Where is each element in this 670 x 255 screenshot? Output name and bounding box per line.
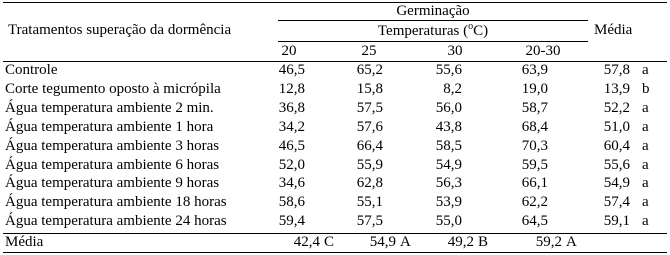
row-mean-letter: b (642, 80, 650, 97)
footer-mean-value: 59,2 (535, 234, 562, 250)
cell-value: 66,4 (356, 137, 383, 154)
footer-mean-letter: C (324, 234, 335, 250)
footer-mean-value: 54,9 (369, 234, 396, 250)
cell-value: 59,5 (521, 156, 548, 173)
cell-value: 52,0 (278, 156, 305, 173)
cell-value: 55,9 (356, 156, 383, 173)
cell-value: 68,4 (521, 118, 548, 135)
cell-value: 34,6 (278, 175, 305, 192)
row-mean: 57,4 (603, 194, 630, 211)
row-label: Água temperatura ambiente 1 hora (5, 118, 214, 135)
cell-value: 43,8 (435, 118, 462, 135)
row-label: Controle (5, 62, 58, 78)
cell-value: 63,9 (521, 62, 548, 78)
bottom-rule (3, 252, 667, 253)
row-label: Água temperatura ambiente 6 horas (5, 156, 220, 173)
row-mean-letter: a (642, 156, 649, 173)
temp-header-20-30: 20-30 (525, 43, 561, 59)
cell-value: 62,8 (356, 175, 383, 192)
cell-value: 8,2 (443, 80, 462, 97)
cell-value: 65,2 (356, 62, 383, 78)
cell-value: 55,0 (435, 213, 462, 230)
row-mean-letter: a (642, 175, 649, 192)
footer-mean-letter: A (400, 234, 411, 250)
row-mean: 51,0 (603, 118, 630, 135)
row-mean: 60,4 (603, 137, 630, 154)
temperatures-prefix: Temperaturas ( (377, 23, 469, 39)
cell-value: 70,3 (521, 137, 548, 154)
footer-mean-label: Média (5, 234, 44, 250)
temperatures-header (278, 23, 588, 40)
temp-header-20: 20 (281, 43, 297, 59)
cell-value: 58,5 (435, 137, 462, 154)
mean-column-header: Média (594, 22, 633, 38)
row-mean-letter: a (642, 194, 649, 211)
footer-mean-letter: B (478, 234, 489, 250)
temp-header-30: 30 (447, 43, 463, 59)
cell-value: 46,5 (278, 62, 305, 78)
treatment-column-header: Tratamentos superação da dormência (8, 22, 232, 38)
row-mean-letter: a (642, 99, 649, 116)
row-label: Água temperatura ambiente 24 horas (5, 213, 227, 230)
footer-mean-value: 49,2 (447, 234, 474, 250)
row-mean: 55,6 (603, 156, 630, 173)
cell-value: 66,1 (521, 175, 548, 192)
row-mean: 52,2 (603, 99, 630, 116)
row-label: Corte tegumento oposto à micrópila (5, 80, 221, 97)
germination-header: Germinação (396, 3, 470, 19)
cell-value: 55,1 (356, 194, 383, 211)
row-mean-letter: a (642, 213, 649, 230)
cell-value: 15,8 (356, 80, 383, 97)
row-mean-letter: a (642, 118, 649, 135)
row-label: Água temperatura ambiente 2 min. (5, 99, 214, 116)
cell-value: 64,5 (521, 213, 548, 230)
footer-mean-letter: A (566, 234, 577, 250)
cell-value: 53,9 (435, 194, 462, 211)
row-mean: 57,8 (603, 62, 630, 78)
cell-value: 54,9 (435, 156, 462, 173)
cell-value: 59,4 (278, 213, 305, 230)
cell-value: 56,0 (435, 99, 462, 116)
row-label: Água temperatura ambiente 18 horas (5, 194, 227, 211)
degree-superscript: o (468, 21, 474, 32)
cell-value: 57,5 (356, 213, 383, 230)
germination-rule (278, 20, 588, 21)
cell-value: 57,6 (356, 118, 383, 135)
footer-mean-value: 42,4 (293, 234, 320, 250)
row-label: Água temperatura ambiente 9 horas (5, 175, 220, 192)
row-mean-letter: a (642, 62, 649, 78)
row-mean: 54,9 (603, 175, 630, 192)
temperatures-suffix: C) (473, 23, 489, 39)
cell-value: 58,7 (521, 99, 548, 116)
row-label: Água temperatura ambiente 3 horas (5, 137, 220, 154)
cell-value: 57,5 (356, 99, 383, 116)
cell-value: 62,2 (521, 194, 548, 211)
temp-header-25: 25 (361, 43, 377, 59)
row-mean-letter: a (642, 137, 649, 154)
temperatures-rule (278, 41, 588, 42)
cell-value: 58,6 (278, 194, 305, 211)
cell-value: 34,2 (278, 118, 305, 135)
row-mean: 13,9 (603, 80, 630, 97)
row-mean: 59,1 (603, 213, 630, 230)
cell-value: 55,6 (435, 62, 462, 78)
cell-value: 12,8 (278, 80, 305, 97)
cell-value: 46,5 (278, 137, 305, 154)
cell-value: 36,8 (278, 99, 305, 116)
cell-value: 19,0 (521, 80, 548, 97)
cell-value: 56,3 (435, 175, 462, 192)
